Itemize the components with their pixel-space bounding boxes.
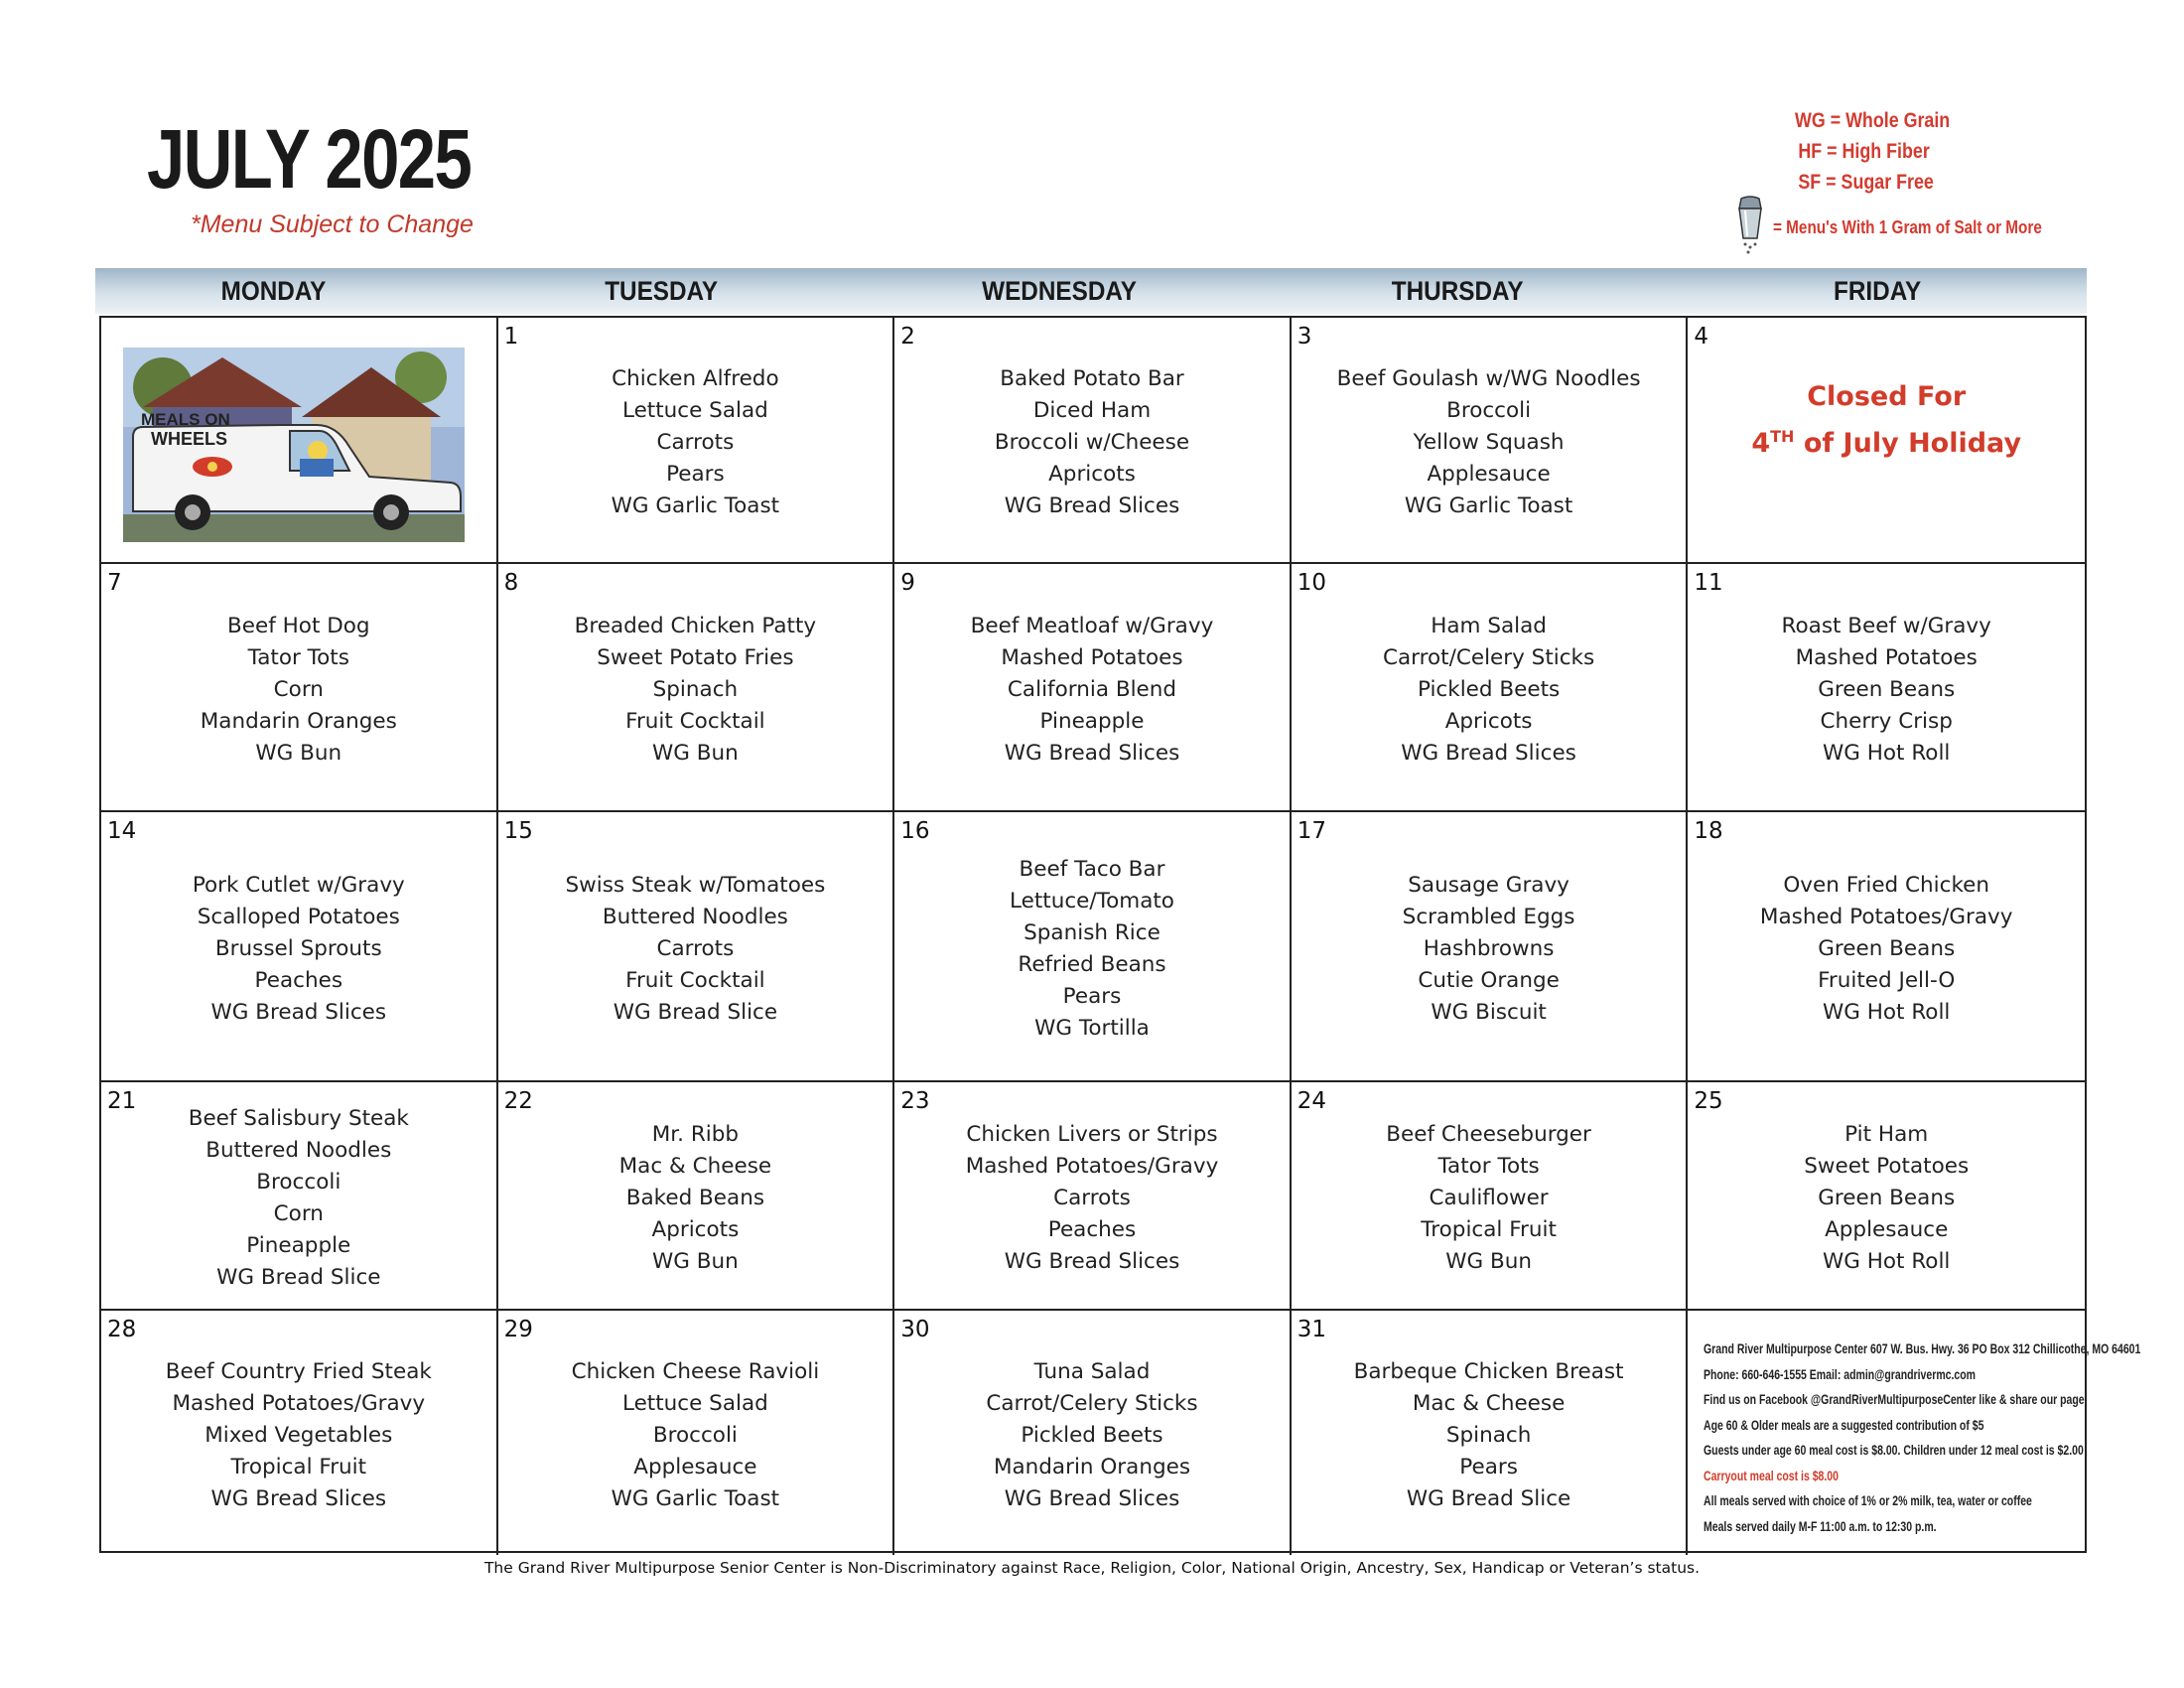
- menu-item: Pineapple: [246, 1233, 351, 1258]
- day-number: 11: [1694, 570, 1723, 596]
- menu-item: WG Bread Slices: [1401, 741, 1576, 766]
- menu-item: Swiss Steak w/Tomatoes: [565, 873, 826, 898]
- day-number: 25: [1694, 1088, 1723, 1114]
- menu-item: Beef Taco Bar: [1019, 857, 1165, 882]
- day-number: 28: [107, 1317, 137, 1342]
- menu-item: WG Bread Slices: [1004, 493, 1180, 518]
- calendar-day-28: [101, 1311, 498, 1555]
- menu-item: Yellow Squash: [1413, 430, 1565, 455]
- menu-item: Fruited Jell-O: [1818, 968, 1956, 993]
- menu-item: Diced Ham: [1032, 398, 1152, 423]
- menu-item: Baked Potato Bar: [1000, 366, 1184, 391]
- menu-item: Broccoli: [652, 1423, 738, 1448]
- menu-item: Barbeque Chicken Breast: [1353, 1359, 1624, 1384]
- day-menu: [1292, 1082, 1687, 1309]
- menu-item: WG Garlic Toast: [611, 493, 780, 518]
- menu-item: Mandarin Oranges: [993, 1455, 1191, 1479]
- menu-item: Pineapple: [1039, 709, 1145, 734]
- menu-item: Pears: [666, 462, 725, 487]
- menu-item: California Blend: [1007, 677, 1177, 702]
- calendar-day-14: [101, 812, 498, 1082]
- menu-item: Mandarin Oranges: [200, 709, 397, 734]
- menu-item: Green Beans: [1818, 677, 1956, 702]
- day-menu: [1688, 564, 2085, 810]
- day-number: 16: [900, 818, 930, 844]
- menu-item: Sweet Potato Fries: [597, 645, 794, 670]
- menu-item: Scrambled Eggs: [1402, 905, 1575, 929]
- calendar-day-21: [101, 1082, 498, 1311]
- day-number: 30: [900, 1317, 930, 1342]
- menu-item: Pickled Beets: [1021, 1423, 1163, 1448]
- menu-item: Mashed Potatoes/Gravy: [965, 1154, 1219, 1179]
- menu-item: WG Bun: [255, 741, 342, 766]
- weekday-monday: MONDAY: [220, 275, 327, 306]
- menu-item: Peaches: [254, 968, 343, 993]
- salt-legend: [1733, 195, 2090, 260]
- menu-item: Applesauce: [1825, 1217, 1949, 1242]
- menu-item: Spanish Rice: [1024, 920, 1160, 945]
- day-menu: [1688, 1082, 2085, 1309]
- calendar-day-29: [498, 1311, 895, 1555]
- menu-item: Baked Beans: [625, 1186, 765, 1210]
- menu-item: WG Hot Roll: [1822, 741, 1951, 766]
- menu-item: Chicken Livers or Strips: [966, 1122, 1218, 1147]
- menu-item: Breaded Chicken Patty: [574, 614, 817, 638]
- legend-item-hf: HF = High Fiber: [1798, 140, 1930, 163]
- menu-item: Mac & Cheese: [618, 1154, 772, 1179]
- menu-item: Oven Fried Chicken: [1783, 873, 1990, 898]
- calendar-day-25: [1688, 1082, 2085, 1311]
- contact-info: [1704, 1336, 2141, 1539]
- menu-item: Mixed Vegetables: [205, 1423, 393, 1448]
- menu-item: Chicken Alfredo: [612, 366, 779, 391]
- logo-text-line2: WHEELS: [151, 429, 228, 449]
- menu-item: Spinach: [1445, 1423, 1532, 1448]
- menu-item: Refried Beans: [1018, 952, 1166, 977]
- menu-item: Sausage Gravy: [1408, 873, 1570, 898]
- carryout-cost-note: Carryout meal cost is $8.00: [1704, 1467, 1840, 1483]
- day-menu: [498, 318, 893, 562]
- calendar-day-9: [894, 564, 1292, 812]
- menu-item: Carrots: [1053, 1186, 1131, 1210]
- menu-item: WG Biscuit: [1431, 1000, 1547, 1025]
- day-number: 1: [503, 324, 519, 350]
- calendar-day-22: [498, 1082, 895, 1311]
- menu-item: WG Bread Slices: [210, 1000, 387, 1025]
- menu-item: Spinach: [652, 677, 739, 702]
- menu-item: Corn: [273, 677, 324, 702]
- menu-item: WG Bread Slices: [1004, 1249, 1180, 1274]
- day-menu: [1292, 812, 1687, 1080]
- calendar-day-10: [1292, 564, 1689, 812]
- calendar-day-24: [1292, 1082, 1689, 1311]
- day-number: 14: [107, 818, 137, 844]
- menu-item: Carrots: [656, 936, 735, 961]
- salt-legend-text: = Menu's With 1 Gram of Salt or More: [1773, 216, 2042, 237]
- day-menu: [894, 812, 1290, 1080]
- menu-item: Pears: [1459, 1455, 1518, 1479]
- menu-item: Pork Cutlet w/Gravy: [192, 873, 405, 898]
- calendar-day-2: [894, 318, 1292, 564]
- day-number: 9: [900, 570, 915, 596]
- calendar-day-7: [101, 564, 498, 812]
- weekday-wednesday: WEDNESDAY: [982, 275, 1138, 306]
- day-menu: [894, 564, 1290, 810]
- day-number: 24: [1297, 1088, 1327, 1114]
- menu-item: WG Bread Slice: [216, 1265, 381, 1290]
- abbreviation-legend: [1795, 105, 1950, 198]
- day-number: 29: [503, 1317, 533, 1342]
- contact-info-cell: [1688, 1311, 2141, 1555]
- day-number: 15: [503, 818, 533, 844]
- menu-item: Mashed Potatoes: [1001, 645, 1183, 670]
- menu-item: Beef Country Fried Steak: [165, 1359, 432, 1384]
- menu-item: WG Garlic Toast: [611, 1486, 780, 1511]
- day-menu: [894, 1082, 1290, 1309]
- calendar-day-16: [894, 812, 1292, 1082]
- menu-item: Mr. Ribb: [651, 1122, 740, 1147]
- menu-item: Mashed Potatoes/Gravy: [172, 1391, 426, 1416]
- weekday-header: [95, 268, 2087, 314]
- menu-item: Mashed Potatoes: [1795, 645, 1978, 670]
- menu-item: Roast Beef w/Gravy: [1781, 614, 1991, 638]
- menu-item: Peaches: [1047, 1217, 1137, 1242]
- guest-cost-note: Guests under age 60 meal cost is $8.00. Children under 12 meal cost is $2.00: [1704, 1442, 2085, 1458]
- day-menu: [498, 1311, 893, 1555]
- menu-item: Broccoli w/Cheese: [994, 430, 1190, 455]
- calendar-day-31: [1292, 1311, 1689, 1555]
- menu-item: Buttered Noodles: [205, 1138, 392, 1163]
- day-number: 10: [1297, 570, 1327, 596]
- day-menu: [1292, 318, 1687, 562]
- day-number: 2: [900, 324, 915, 350]
- menu-item: Fruit Cocktail: [625, 968, 765, 993]
- menu-item: Applesauce: [633, 1455, 757, 1479]
- menu-item: Broccoli: [1446, 398, 1532, 423]
- menu-item: Apricots: [1048, 462, 1136, 487]
- beverage-note: All meals served with choice of 1% or 2% milk, tea, water or coffee: [1704, 1492, 2033, 1508]
- menu-item: Apricots: [1444, 709, 1533, 734]
- menu-item: WG Bun: [652, 741, 739, 766]
- logo-text-line1: MEALS ON: [141, 410, 230, 429]
- holiday-notice: [1688, 377, 2085, 464]
- menu-calendar-grid: [99, 316, 2141, 1553]
- day-menu: [498, 812, 893, 1080]
- calendar-day-11: [1688, 564, 2085, 812]
- day-number: 8: [503, 570, 519, 596]
- day-menu: [894, 318, 1290, 562]
- menu-item: WG Hot Roll: [1822, 1249, 1951, 1274]
- salt-shaker-icon: [1733, 195, 1767, 260]
- menu-disclaimer: *Menu Subject to Change: [191, 211, 474, 238]
- day-menu: [498, 1082, 893, 1309]
- day-menu: [1688, 812, 2085, 1080]
- menu-item: Pickled Beets: [1417, 677, 1561, 702]
- menu-item: Carrot/Celery Sticks: [986, 1391, 1198, 1416]
- day-menu: [498, 564, 893, 810]
- menu-item: Mashed Potatoes/Gravy: [1759, 905, 2013, 929]
- menu-item: Hashbrowns: [1423, 936, 1555, 961]
- age-contribution-note: Age 60 & Older meals are a suggested contribution of $5: [1704, 1416, 1984, 1433]
- menu-item: Pit Ham: [1844, 1122, 1929, 1147]
- calendar-day-15: [498, 812, 895, 1082]
- calendar-day-30: [894, 1311, 1292, 1555]
- weekday-thursday: THURSDAY: [1392, 275, 1524, 306]
- menu-item: Carrot/Celery Sticks: [1382, 645, 1595, 670]
- menu-item: Corn: [273, 1201, 324, 1226]
- day-number: 21: [107, 1088, 137, 1114]
- calendar-day-1: [498, 318, 895, 564]
- menu-item: Cauliflower: [1429, 1186, 1549, 1210]
- menu-item: Lettuce Salad: [621, 398, 768, 423]
- menu-item: Applesauce: [1427, 462, 1551, 487]
- calendar-day-8: [498, 564, 895, 812]
- legend-item-wg: WG = Whole Grain: [1795, 109, 1951, 132]
- day-number: 4: [1694, 324, 1709, 350]
- menu-item: Buttered Noodles: [602, 905, 788, 929]
- meals-on-wheels-logo: [123, 348, 465, 542]
- menu-item: WG Bread Slice: [1406, 1486, 1571, 1511]
- menu-item: WG Bread Slices: [210, 1486, 387, 1511]
- menu-item: Cutie Orange: [1418, 968, 1560, 993]
- menu-item: Green Beans: [1818, 1186, 1956, 1210]
- day-number: 7: [107, 570, 122, 596]
- calendar-cell-logo: [101, 318, 498, 564]
- calendar-day-18: [1688, 812, 2085, 1082]
- menu-item: Tropical Fruit: [230, 1455, 367, 1479]
- menu-item: Sweet Potatoes: [1804, 1154, 1970, 1179]
- calendar-day-17: [1292, 812, 1689, 1082]
- day-menu: [894, 1311, 1290, 1555]
- day-number: 22: [503, 1088, 533, 1114]
- menu-item: Pears: [1062, 984, 1122, 1009]
- weekday-friday: FRIDAY: [1833, 275, 1921, 306]
- menu-item: Beef Salisbury Steak: [188, 1106, 409, 1131]
- day-number: 3: [1297, 324, 1312, 350]
- menu-item: Carrots: [656, 430, 735, 455]
- menu-item: Cherry Crisp: [1820, 709, 1953, 734]
- menu-item: Tuna Salad: [1033, 1359, 1151, 1384]
- weekday-tuesday: TUESDAY: [605, 275, 719, 306]
- menu-item: Lettuce/Tomato: [1010, 889, 1174, 914]
- menu-item: WG Bun: [1445, 1249, 1532, 1274]
- menu-item: WG Bread Slices: [1004, 1486, 1180, 1511]
- menu-item: Beef Goulash w/WG Noodles: [1336, 366, 1641, 391]
- menu-item: Tator Tots: [1437, 1154, 1540, 1179]
- menu-item: WG Garlic Toast: [1404, 493, 1573, 518]
- menu-item: Ham Salad: [1431, 614, 1547, 638]
- menu-item: Beef Meatloaf w/Gravy: [970, 614, 1214, 638]
- day-menu: [101, 1082, 496, 1309]
- menu-item: WG Bread Slice: [613, 1000, 778, 1025]
- calendar-day-23: [894, 1082, 1292, 1311]
- day-number: 31: [1297, 1317, 1327, 1342]
- menu-item: WG Bun: [652, 1249, 739, 1274]
- day-menu: [1292, 1311, 1687, 1555]
- center-address: Grand River Multipurpose Center 607 W. Bus. Hwy. 36 PO Box 312 Chillicothe, MO 64601: [1704, 1340, 2141, 1356]
- menu-item: Tator Tots: [247, 645, 349, 670]
- menu-item: Fruit Cocktail: [625, 709, 765, 734]
- menu-item: Apricots: [651, 1217, 740, 1242]
- day-number: 18: [1694, 818, 1723, 844]
- day-menu: [101, 812, 496, 1080]
- menu-item: Brussel Sprouts: [214, 936, 382, 961]
- menu-item: Tropical Fruit: [1421, 1217, 1557, 1242]
- center-phone-email: Phone: 660-646-1555 Email: admin@grandrivermc.com: [1704, 1365, 1977, 1382]
- menu-item: WG Bread Slices: [1004, 741, 1180, 766]
- menu-item: WG Tortilla: [1034, 1016, 1150, 1041]
- menu-item: WG Hot Roll: [1822, 1000, 1951, 1025]
- menu-item: Beef Hot Dog: [227, 614, 370, 638]
- menu-item: Mac & Cheese: [1412, 1391, 1566, 1416]
- menu-item: Broccoli: [256, 1170, 341, 1195]
- page-title: JULY 2025: [147, 112, 472, 206]
- menu-item: Beef Cheeseburger: [1386, 1122, 1591, 1147]
- calendar-day-4: [1688, 318, 2085, 564]
- menu-item: Scalloped Potatoes: [197, 905, 400, 929]
- day-number: 17: [1297, 818, 1327, 844]
- holiday-line2: 4TH of July Holiday: [1751, 427, 2022, 459]
- non-discrimination-footer: The Grand River Multipurpose Senior Center is Non-Discriminatory against Race, Religion, Color, National Origin, Ancestry, Sex, Handicap or Veteran’s status.: [483, 1559, 1701, 1577]
- day-menu: [1292, 564, 1687, 810]
- menu-item: Lettuce Salad: [621, 1391, 768, 1416]
- calendar-day-3: [1292, 318, 1689, 564]
- day-menu: [101, 564, 496, 810]
- day-number: 23: [900, 1088, 930, 1114]
- day-menu: [101, 1311, 496, 1555]
- facebook-note: Find us on Facebook @GrandRiverMultipurposeCenter like & share our page.: [1704, 1391, 2088, 1407]
- menu-item: Green Beans: [1818, 936, 1956, 961]
- legend-item-sf: SF = Sugar Free: [1798, 171, 1934, 194]
- menu-item: Chicken Cheese Ravioli: [571, 1359, 820, 1384]
- serving-hours-note: Meals served daily M-F 11:00 a.m. to 12:30 p.m.: [1704, 1517, 1937, 1534]
- holiday-line1: Closed For: [1807, 381, 1967, 412]
